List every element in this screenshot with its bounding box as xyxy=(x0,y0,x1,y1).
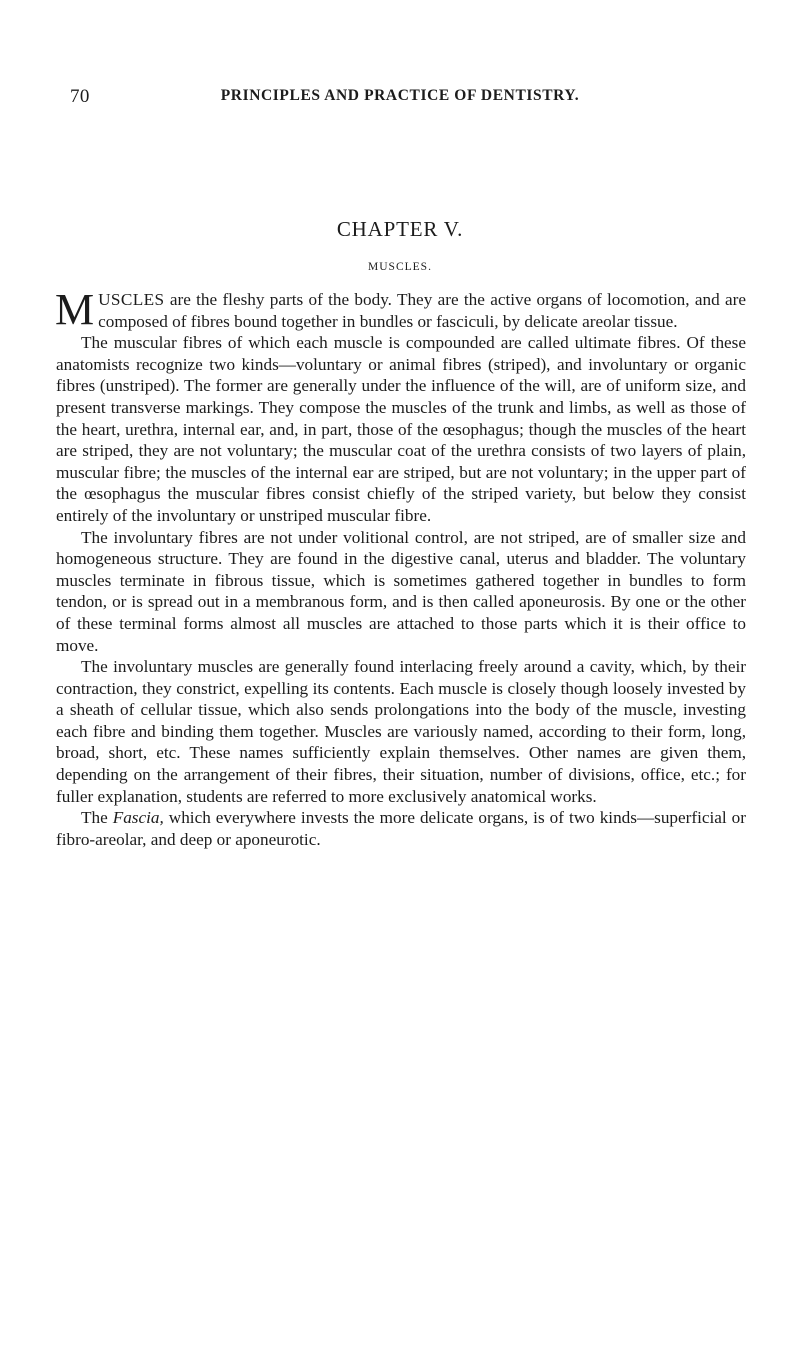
section-heading: MUSCLES. xyxy=(368,261,432,273)
drop-cap: M xyxy=(55,285,95,334)
paragraph-4: The involuntary muscles are generally found interlacing freely around a cavity, which, by their contraction, they constrict, expelling its contents. Each muscle is closely though loosely invested by a sheath of cellular tissue, which also sends prolongations into the body of the muscle, investing each fibre and binding them together. Muscles are variously named, according to their form, long, broad, short, etc. These names sufficiently explain themselves. Other names are given them, depending on the arrangement of their fibres, their situation, number of divisions, office, etc.; for fuller explanation, students are referred to more exclusively anatomical works. xyxy=(56,657,746,806)
paragraph-5-lead: The xyxy=(81,808,113,828)
paragraph-5 xyxy=(56,807,746,850)
paragraph-1-lead: USCLES xyxy=(98,290,165,309)
running-header xyxy=(70,86,730,110)
paragraph-1 xyxy=(55,285,746,334)
running-title: PRINCIPLES AND PRACTICE OF DENTISTRY. xyxy=(220,87,580,104)
paragraph-2: The muscular fibres of which each muscle is compounded are called ultimate fibres. Of these anatomists recognize two kinds—voluntary or animal fibres (striped), and involuntary or organic fibres (unstriped). The former are generally under the influence of the will, are of uniform size, and present transverse markings. They compose the muscles of the trunk and limbs, as well as those of the heart, urethra, internal ear, and, in part, those of the œsophagus; though the muscles of the heart are striped, they are not voluntary; the muscular coat of the urethra consists of two layers of plain, muscular fibre; the muscles of the internal ear are striped, but are not voluntary; in the upper part of the œsophagus the muscular fibres consist chiefly of the striped variety, but below they consist entirely of the involuntary or unstriped muscular fibre. xyxy=(56,333,746,525)
paragraph-3: The involuntary fibres are not under volitional control, are not striped, are of smaller size and homogeneous structure. They are found in the digestive canal, uterus and bladder. The voluntary muscles terminate in fibrous tissue, which is sometimes gathered together in bundles to form tendon, or is spread out in a membranous form, and is then called aponeurosis. By one or the other of these terminal forms almost all muscles are attached to those parts which it is their office to move. xyxy=(56,527,746,655)
paragraph-1-text: are the fleshy parts of the body. They are the active organs of locomotion, and are composed of fibres bound together in bundles or fasciculi, by delicate areolar tissue. xyxy=(98,290,746,331)
chapter-heading: CHAPTER V. xyxy=(336,217,464,241)
fascia-term: Fascia, xyxy=(112,808,164,828)
paragraph-5-text: which everywhere invests the more delicate organs, is of two kinds—superficial or fibro-areolar, and deep or aponeurotic. xyxy=(56,808,746,849)
page-number: 70 xyxy=(70,86,90,107)
body-text xyxy=(55,285,746,850)
